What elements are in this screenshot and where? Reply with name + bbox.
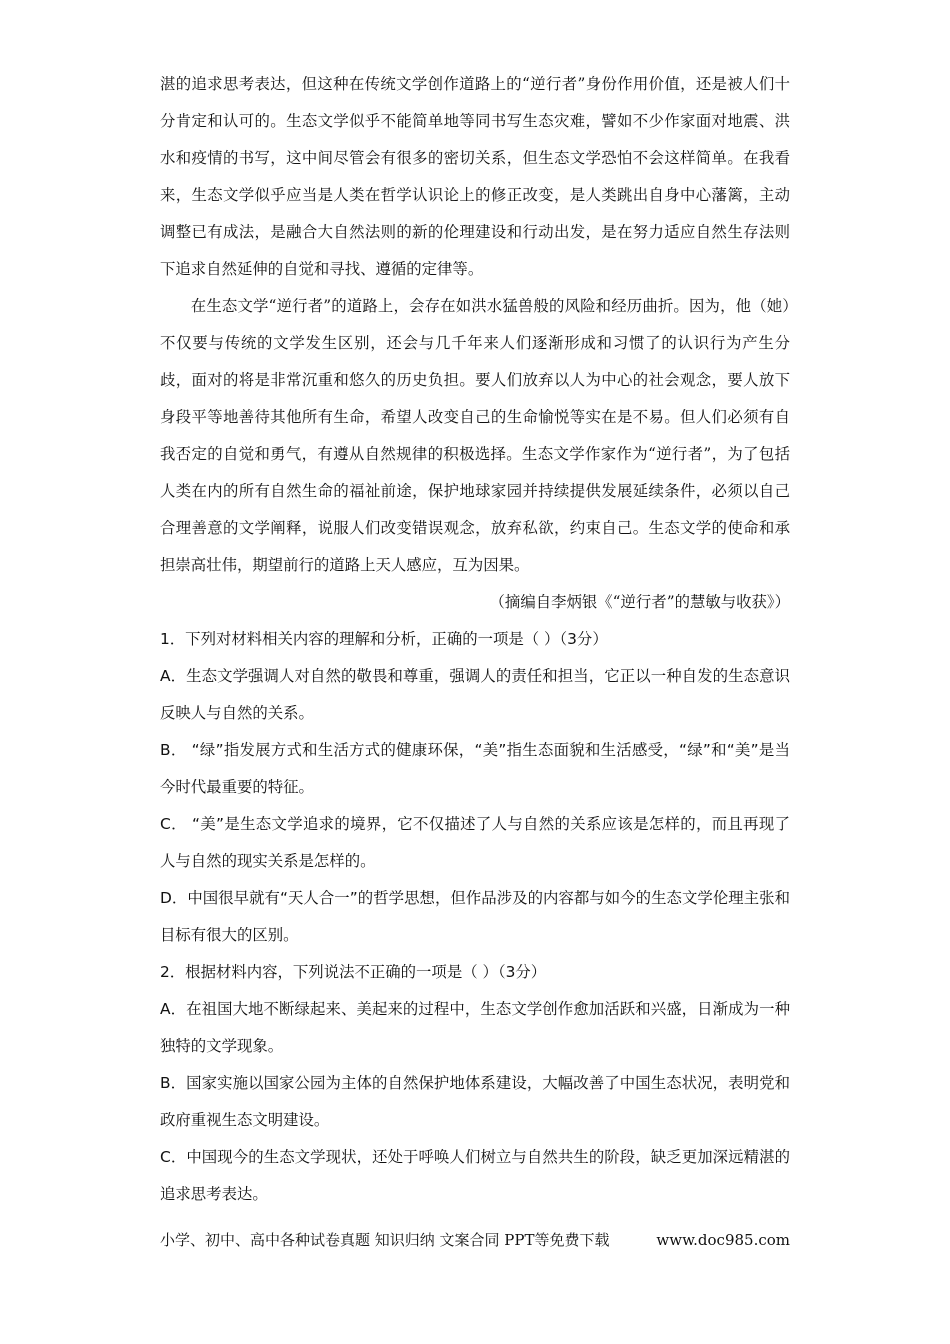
question-stem: 1．下列对材料相关内容的理解和分析，正确的一项是（ ）（3分） [160, 630, 608, 648]
page-footer [160, 1227, 790, 1253]
document-body [160, 66, 790, 1213]
option-a: A．生态文学强调人对自然的敬畏和尊重，强调人的责任和担当，它正以一种自发的生态意识反映人与自然的关系。 [160, 667, 790, 722]
option-a: A．在祖国大地不断绿起来、美起来的过程中，生态文学创作愈加活跃和兴盛，日渐成为一种独特的文学现象。 [160, 1000, 790, 1055]
option-c: C． “美”是生态文学追求的境界，它不仅描述了人与自然的关系应该是怎样的，而且再现了人与自然的现实关系是怎样的。 [160, 815, 790, 870]
footer-promo-text: 小学、初中、高中各种试卷真题 知识归纳 文案合同 PPT等免费下载 [160, 1231, 610, 1249]
passage-paragraph-1: 湛的追求思考表达，但这种在传统文学创作道路上的“逆行者”身份作用价值，还是被人们十分肯定和认可的。生态文学似乎不能简单地等同书写生态灾难，譬如不少作家面对地震、洪水和疫情的书写，这中间尽管会有很多的密切关系，但生态文学恐怕不会这样简单。在我看来，生态文学似乎应当是人类在哲学认识论上的修正改变，是人类跳出自身中心藩篱，主动调整已有成法，是融合大自然法则的新的伦理建设和行动出发，是在努力适应自然生存法则下追求自然延伸的自觉和寻找、遵循的定律等。 [160, 75, 790, 278]
option-c: C．中国现今的生态文学现状，还处于呼唤人们树立与自然共生的阶段，缺乏更加深远精湛的追求思考表达。 [160, 1148, 790, 1203]
question-2 [160, 954, 790, 1213]
passage-source: （摘编自李炳银《“逆行者”的慧敏与收获》） [489, 593, 790, 611]
option-b: B． “绿”指发展方式和生活方式的健康环保，“美”指生态面貌和生活感受，“绿”和“美”是当今时代最重要的特征。 [160, 741, 790, 796]
option-d: D．中国很早就有“天人合一”的哲学思想，但作品涉及的内容都与如今的生态文学伦理主张和目标有很大的区别。 [160, 889, 790, 944]
passage-paragraph-2: 在生态文学“逆行者”的道路上，会存在如洪水猛兽般的风险和经历曲折。因为，他（她）不仅要与传统的文学发生区别，还会与几千年来人们逐渐形成和习惯了的认识行为产生分歧，面对的将是非常沉重和悠久的历史负担。要人们放弃以人为中心的社会观念，要人放下身段平等地善待其他所有生命，希望人改变自己的生命愉悦等实在是不易。但人们必须有自我否定的自觉和勇气，有遵从自然规律的积极选择。生态文学作家作为“逆行者”，为了包括人类在内的所有自然生命的福祉前途，保护地球家园并持续提供发展延续条件，必须以自己合理善意的文学阐释，说服人们改变错误观念，放弃私欲，约束自己。生态文学的使命和承担崇高壮伟，期望前行的道路上天人感应，互为因果。 [160, 297, 790, 574]
footer-site-link[interactable]: www.doc985.com [656, 1231, 790, 1249]
question-1 [160, 621, 790, 954]
option-b: B．国家实施以国家公园为主体的自然保护地体系建设，大幅改善了中国生态状况，表明党和政府重视生态文明建设。 [160, 1074, 790, 1129]
question-stem: 2．根据材料内容，下列说法不正确的一项是（ ）（3分） [160, 963, 547, 981]
